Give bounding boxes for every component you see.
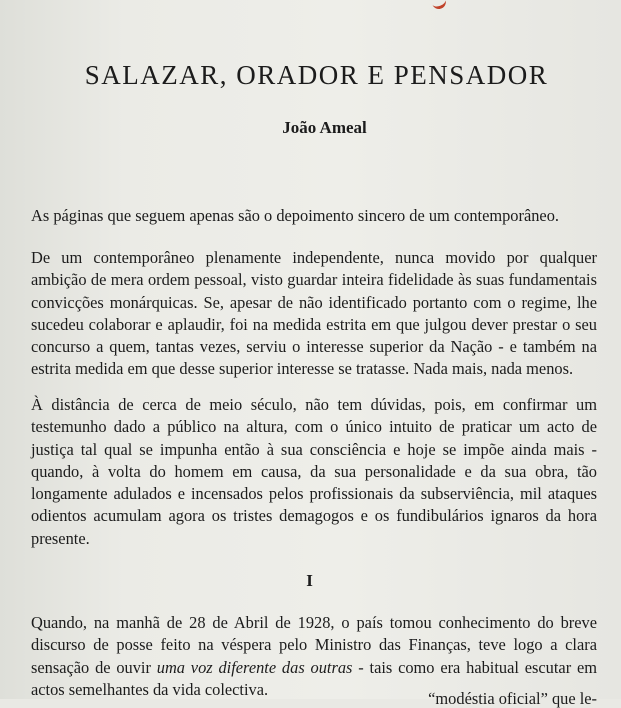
paragraph-4-text: Quando, na manhã de 28 de Abril de 1928, o país tomou conhecimento do breve discurso de posse feito na véspera pelo Ministro das Finanças, teve logo a clara sensação de ouvir bbox=[31, 613, 597, 677]
paragraph-3: À distância de cerca de meio século, não tem dúvidas, pois, em confirmar um testemunho dado a público na altura, com o único intuito de praticar um acto de justiça tal qual se impunha então à sua consciência e hoje se impõe ainda mais - quando, à volta do homem em causa, da sua personalidade e da sua obra, tão longamente adulados e incensados pelos profissionais da subserviência, mil ataques odientos acumulam agora os tristes demagogos e os fundibulários ignaros da hora presente. bbox=[31, 395, 597, 548]
section-heading: I bbox=[306, 571, 313, 590]
chapter-title: SALAZAR, ORADOR E PENSADOR bbox=[84, 60, 549, 90]
paragraph-4-emphasis: uma voz diferente das outras bbox=[156, 657, 353, 677]
cut-off-line: “modéstia oficial” que le- bbox=[428, 690, 597, 708]
paragraph-1: As páginas que seguem apenas são o depoimento sincero de um contemporâneo. bbox=[31, 206, 559, 225]
paragraph-4-end: - tais como era habitual escutar em actos semelhantes da vida colectiva. bbox=[31, 657, 598, 699]
paragraph-4 bbox=[31, 612, 597, 701]
paragraph-2: De um contemporâneo plenamente independente, nunca movido por qualquer ambição de mera ordem pessoal, visto guardar inteira fidelidade às suas fundamentais convicções monárquicas. Se, apesar de não identificado portanto com o regime, lhe sucedeu colaborar e aplaudir, foi na medida estrita em que julgou dever prestar o seu concurso a quem, tantas vezes, serviu o interesse superior da Nação - e também na estrita medida em que desse superior interesse se tratasse. Nada mais, nada menos. bbox=[31, 248, 597, 379]
ink-mark bbox=[430, 0, 448, 11]
author-name: João Ameal bbox=[282, 118, 367, 137]
